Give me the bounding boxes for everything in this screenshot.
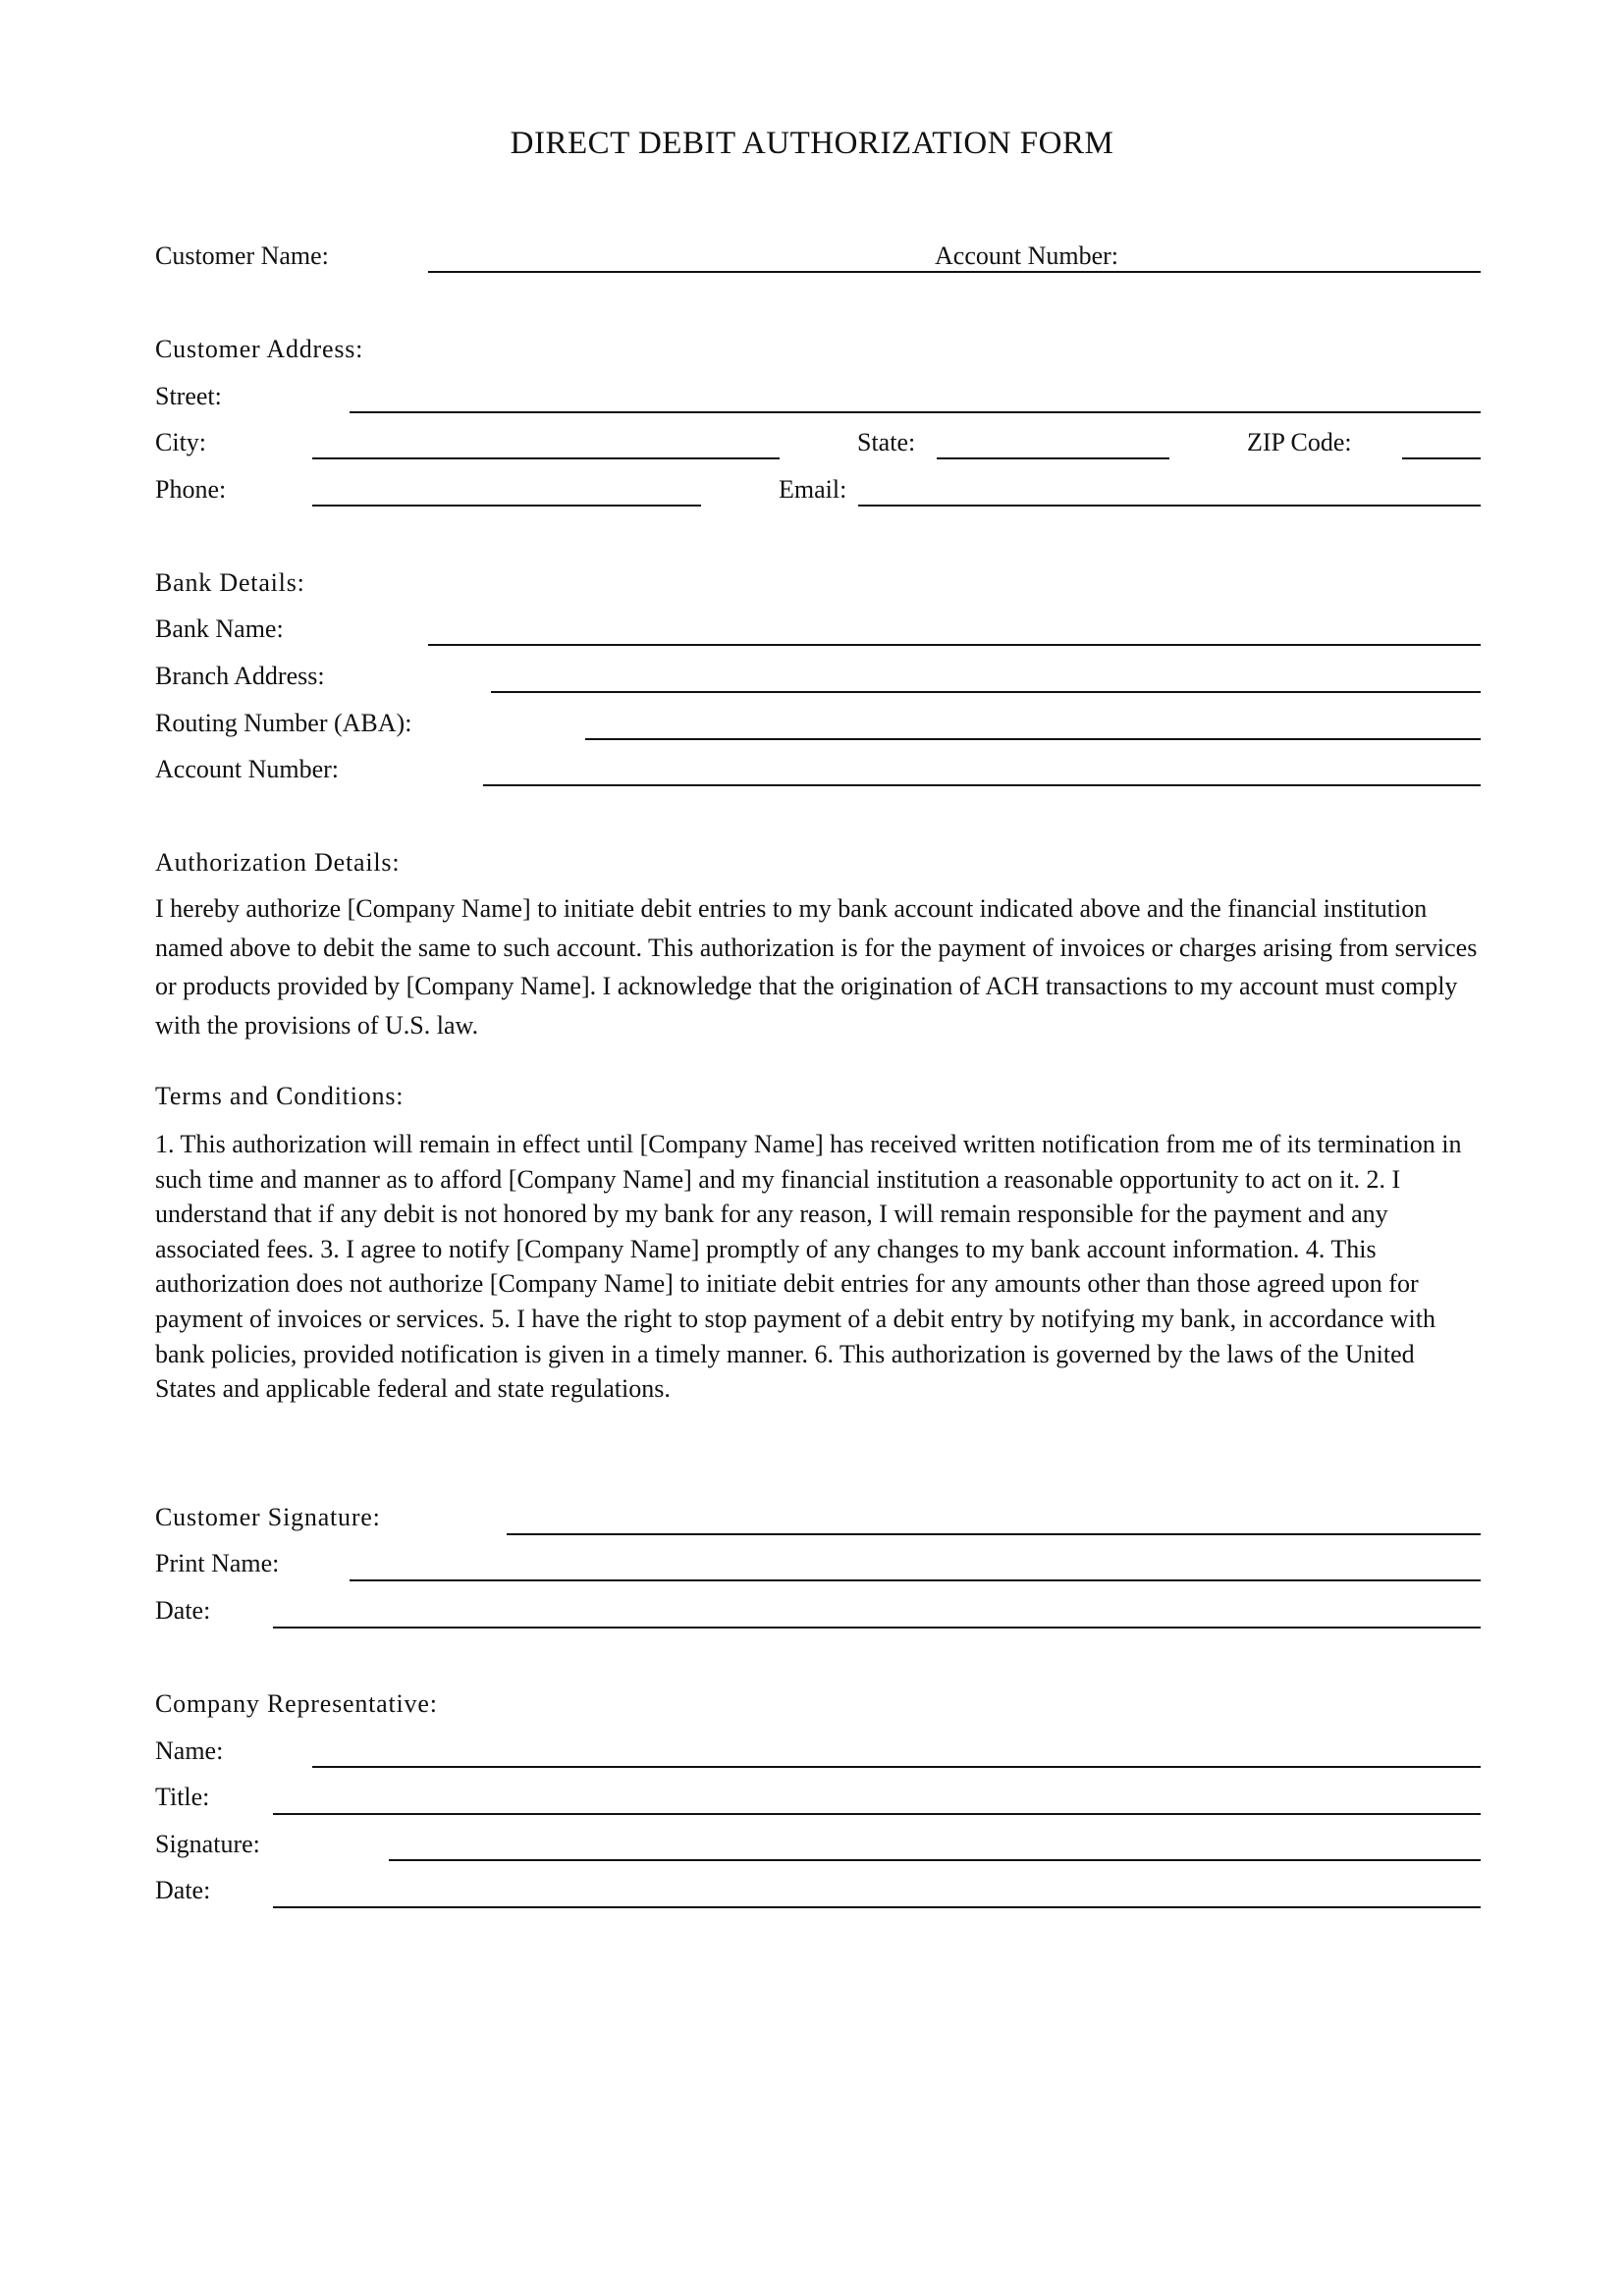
- bank-name-field[interactable]: [428, 644, 1481, 646]
- zip-code-label: ZIP Code:: [1247, 428, 1352, 456]
- bank-account-number-label: Account Number:: [155, 755, 340, 783]
- rep-signature-label: Signature:: [155, 1830, 260, 1858]
- rep-name-label: Name:: [155, 1736, 224, 1765]
- authorization-heading: Authorization Details:: [155, 848, 401, 877]
- branch-address-field[interactable]: [491, 691, 1481, 693]
- email-field[interactable]: [858, 505, 1481, 507]
- bank-details-heading: Bank Details:: [155, 568, 305, 597]
- customer-signature-field[interactable]: [507, 1533, 1481, 1535]
- zip-code-field[interactable]: [1402, 457, 1481, 459]
- routing-number-field[interactable]: [585, 738, 1481, 740]
- form-title: DIRECT DEBIT AUTHORIZATION FORM: [510, 126, 1114, 161]
- email-label: Email:: [779, 475, 847, 504]
- phone-field[interactable]: [312, 505, 701, 507]
- customer-name-field[interactable]: [428, 271, 1481, 273]
- branch-address-label: Branch Address:: [155, 662, 325, 690]
- customer-signature-heading: Customer Signature:: [155, 1503, 381, 1531]
- rep-date-label: Date:: [155, 1876, 211, 1904]
- customer-account-number-label: Account Number:: [935, 241, 1119, 270]
- state-field[interactable]: [937, 457, 1169, 459]
- terms-heading: Terms and Conditions:: [155, 1082, 405, 1110]
- customer-date-field[interactable]: [273, 1627, 1481, 1629]
- company-representative-heading: Company Representative:: [155, 1689, 438, 1718]
- customer-date-label: Date:: [155, 1596, 211, 1625]
- bank-account-number-field[interactable]: [483, 784, 1481, 786]
- print-name-field[interactable]: [350, 1579, 1481, 1581]
- state-label: State:: [857, 428, 916, 456]
- phone-label: Phone:: [155, 475, 227, 504]
- city-label: City:: [155, 428, 207, 456]
- customer-address-heading: Customer Address:: [155, 335, 364, 363]
- routing-number-label: Routing Number (ABA):: [155, 709, 412, 737]
- authorization-text: I hereby authorize [Company Name] to initiate debit entries to my bank account indicated above and the financial institution named above to debit the same to such account. This authorization is for the payment of invoices or charges arising from services or products provided by [Company Name]. I acknowledge that the origination of ACH transactions to my account must comply with the provisions of U.S. law.: [155, 894, 1478, 1040]
- rep-title-label: Title:: [155, 1783, 210, 1811]
- terms-text: 1. This authorization will remain in effect until [Company Name] has received written notification from me of its termination in such time and manner as to afford [Company Name] and my financial institution a reasonable opportunity to act on it. 2. I understand that if any debit is not honored by my bank for any reason, I will remain responsible for the payment and any associated fees. 3. I agree to notify [Company Name] promptly of any changes to my bank account information. 4. This authorization does not authorize [Company Name] to initiate debit entries for any amounts other than those agreed upon for payment of invoices or services. 5. I have the right to stop payment of a debit entry by notifying my bank, in accordance with bank policies, provided notification is given in a timely manner. 6. This authorization is governed by the laws of the United States and applicable federal and state regulations.: [155, 1130, 1462, 1404]
- city-field[interactable]: [312, 457, 780, 459]
- print-name-label: Print Name:: [155, 1549, 280, 1577]
- customer-name-label: Customer Name:: [155, 241, 329, 270]
- rep-title-field[interactable]: [273, 1813, 1481, 1815]
- rep-name-field[interactable]: [312, 1766, 1481, 1768]
- rep-date-field[interactable]: [273, 1906, 1481, 1908]
- rep-signature-field[interactable]: [389, 1859, 1481, 1861]
- street-label: Street:: [155, 382, 222, 410]
- bank-name-label: Bank Name:: [155, 614, 284, 643]
- street-field[interactable]: [350, 411, 1481, 413]
